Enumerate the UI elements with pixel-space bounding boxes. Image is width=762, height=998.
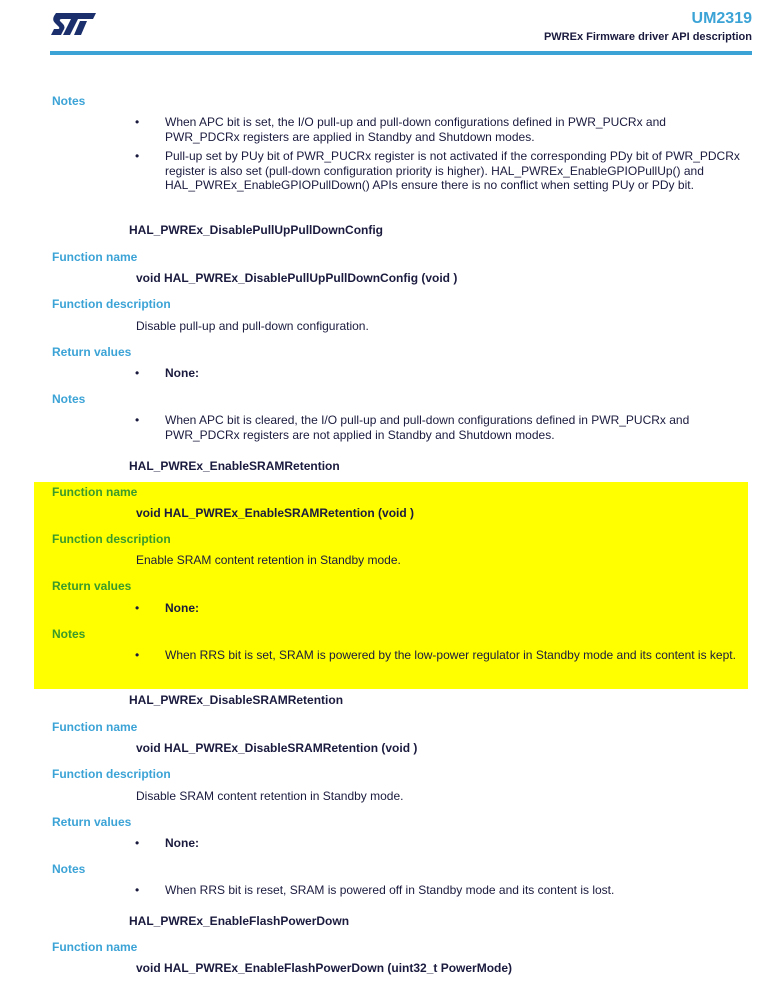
function-description: Enable SRAM content retention in Standby mode.: [136, 553, 401, 567]
return-values-label: Return values: [52, 815, 132, 829]
return-values-label: Return values: [52, 579, 132, 593]
function-name-label: Function name: [52, 940, 138, 954]
function-title: HAL_PWREx_DisableSRAMRetention: [129, 693, 344, 707]
function-description-label: Function description: [52, 767, 171, 781]
document-subtitle: PWREx Firmware driver API description: [543, 31, 752, 43]
function-title: HAL_PWREx_EnableSRAMRetention: [129, 459, 340, 473]
notes-label: Notes: [52, 392, 86, 406]
return-values-label: Return values: [52, 345, 132, 359]
function-name-label: Function name: [52, 720, 138, 734]
return-value: None:: [165, 601, 199, 615]
function-title: HAL_PWREx_EnableFlashPowerDown: [129, 914, 350, 928]
function-title: HAL_PWREx_DisablePullUpPullDownConfig: [129, 223, 384, 237]
note-text: When RRS bit is set, SRAM is powered by the low-power regulator in Standby mode and its content is kept.: [165, 648, 736, 662]
function-description-label: Function description: [52, 297, 171, 311]
bullet: •: [135, 115, 140, 129]
return-value: None:: [165, 366, 199, 380]
note-text: When APC bit is set, the I/O pull-up and pull-down configurations defined in PWR_PUCRx and PWR_PDCRx registers are applied in Standby and Shutdown modes.: [165, 115, 666, 144]
document-id: UM2319: [691, 10, 752, 27]
notes-label: Notes: [52, 94, 86, 108]
function-prototype: void HAL_PWREx_DisablePullUpPullDownConfig (void ): [136, 271, 458, 285]
function-name-label: Function name: [52, 250, 138, 264]
function-name-label: Function name: [52, 485, 138, 499]
header-rule: [50, 51, 752, 55]
note-text: Pull-up set by PUy bit of PWR_PUCRx register is not activated if the corresponding PDy bit of PWR_PDCRx register is also set (pull-down configuration priority is higher). HAL_PWREx_EnableGPIOPullUp() and HAL_PWREx_EnableGPIOPullDown() APIs ensure there is no conflict when setting PUy or PDy bit.: [165, 149, 740, 192]
function-prototype: void HAL_PWREx_DisableSRAMRetention (void ): [136, 741, 418, 755]
notes-label: Notes: [52, 862, 86, 876]
bullet: •: [135, 149, 140, 163]
bullet: •: [135, 366, 140, 380]
bullet: •: [135, 836, 140, 850]
function-description-label: Function description: [52, 532, 171, 546]
function-prototype: void HAL_PWREx_EnableSRAMRetention (void ): [136, 506, 415, 520]
bullet: •: [135, 883, 140, 897]
note-text: When APC bit is cleared, the I/O pull-up and pull-down configurations defined in PWR_PUCRx and PWR_PDCRx registers are not applied in Standby and Shutdown modes.: [165, 413, 690, 442]
bullet: •: [135, 413, 140, 427]
bullet: •: [135, 601, 140, 615]
function-prototype: void HAL_PWREx_EnableFlashPowerDown (uint32_t PowerMode): [136, 961, 513, 975]
note-text: When RRS bit is reset, SRAM is powered off in Standby mode and its content is lost.: [165, 883, 615, 897]
notes-label: Notes: [52, 627, 86, 641]
return-value: None:: [165, 836, 199, 850]
function-description: Disable pull-up and pull-down configuration.: [136, 319, 369, 333]
bullet: •: [135, 648, 140, 662]
st-logo-icon: [50, 11, 98, 37]
function-description: Disable SRAM content retention in Standby mode.: [136, 789, 404, 803]
